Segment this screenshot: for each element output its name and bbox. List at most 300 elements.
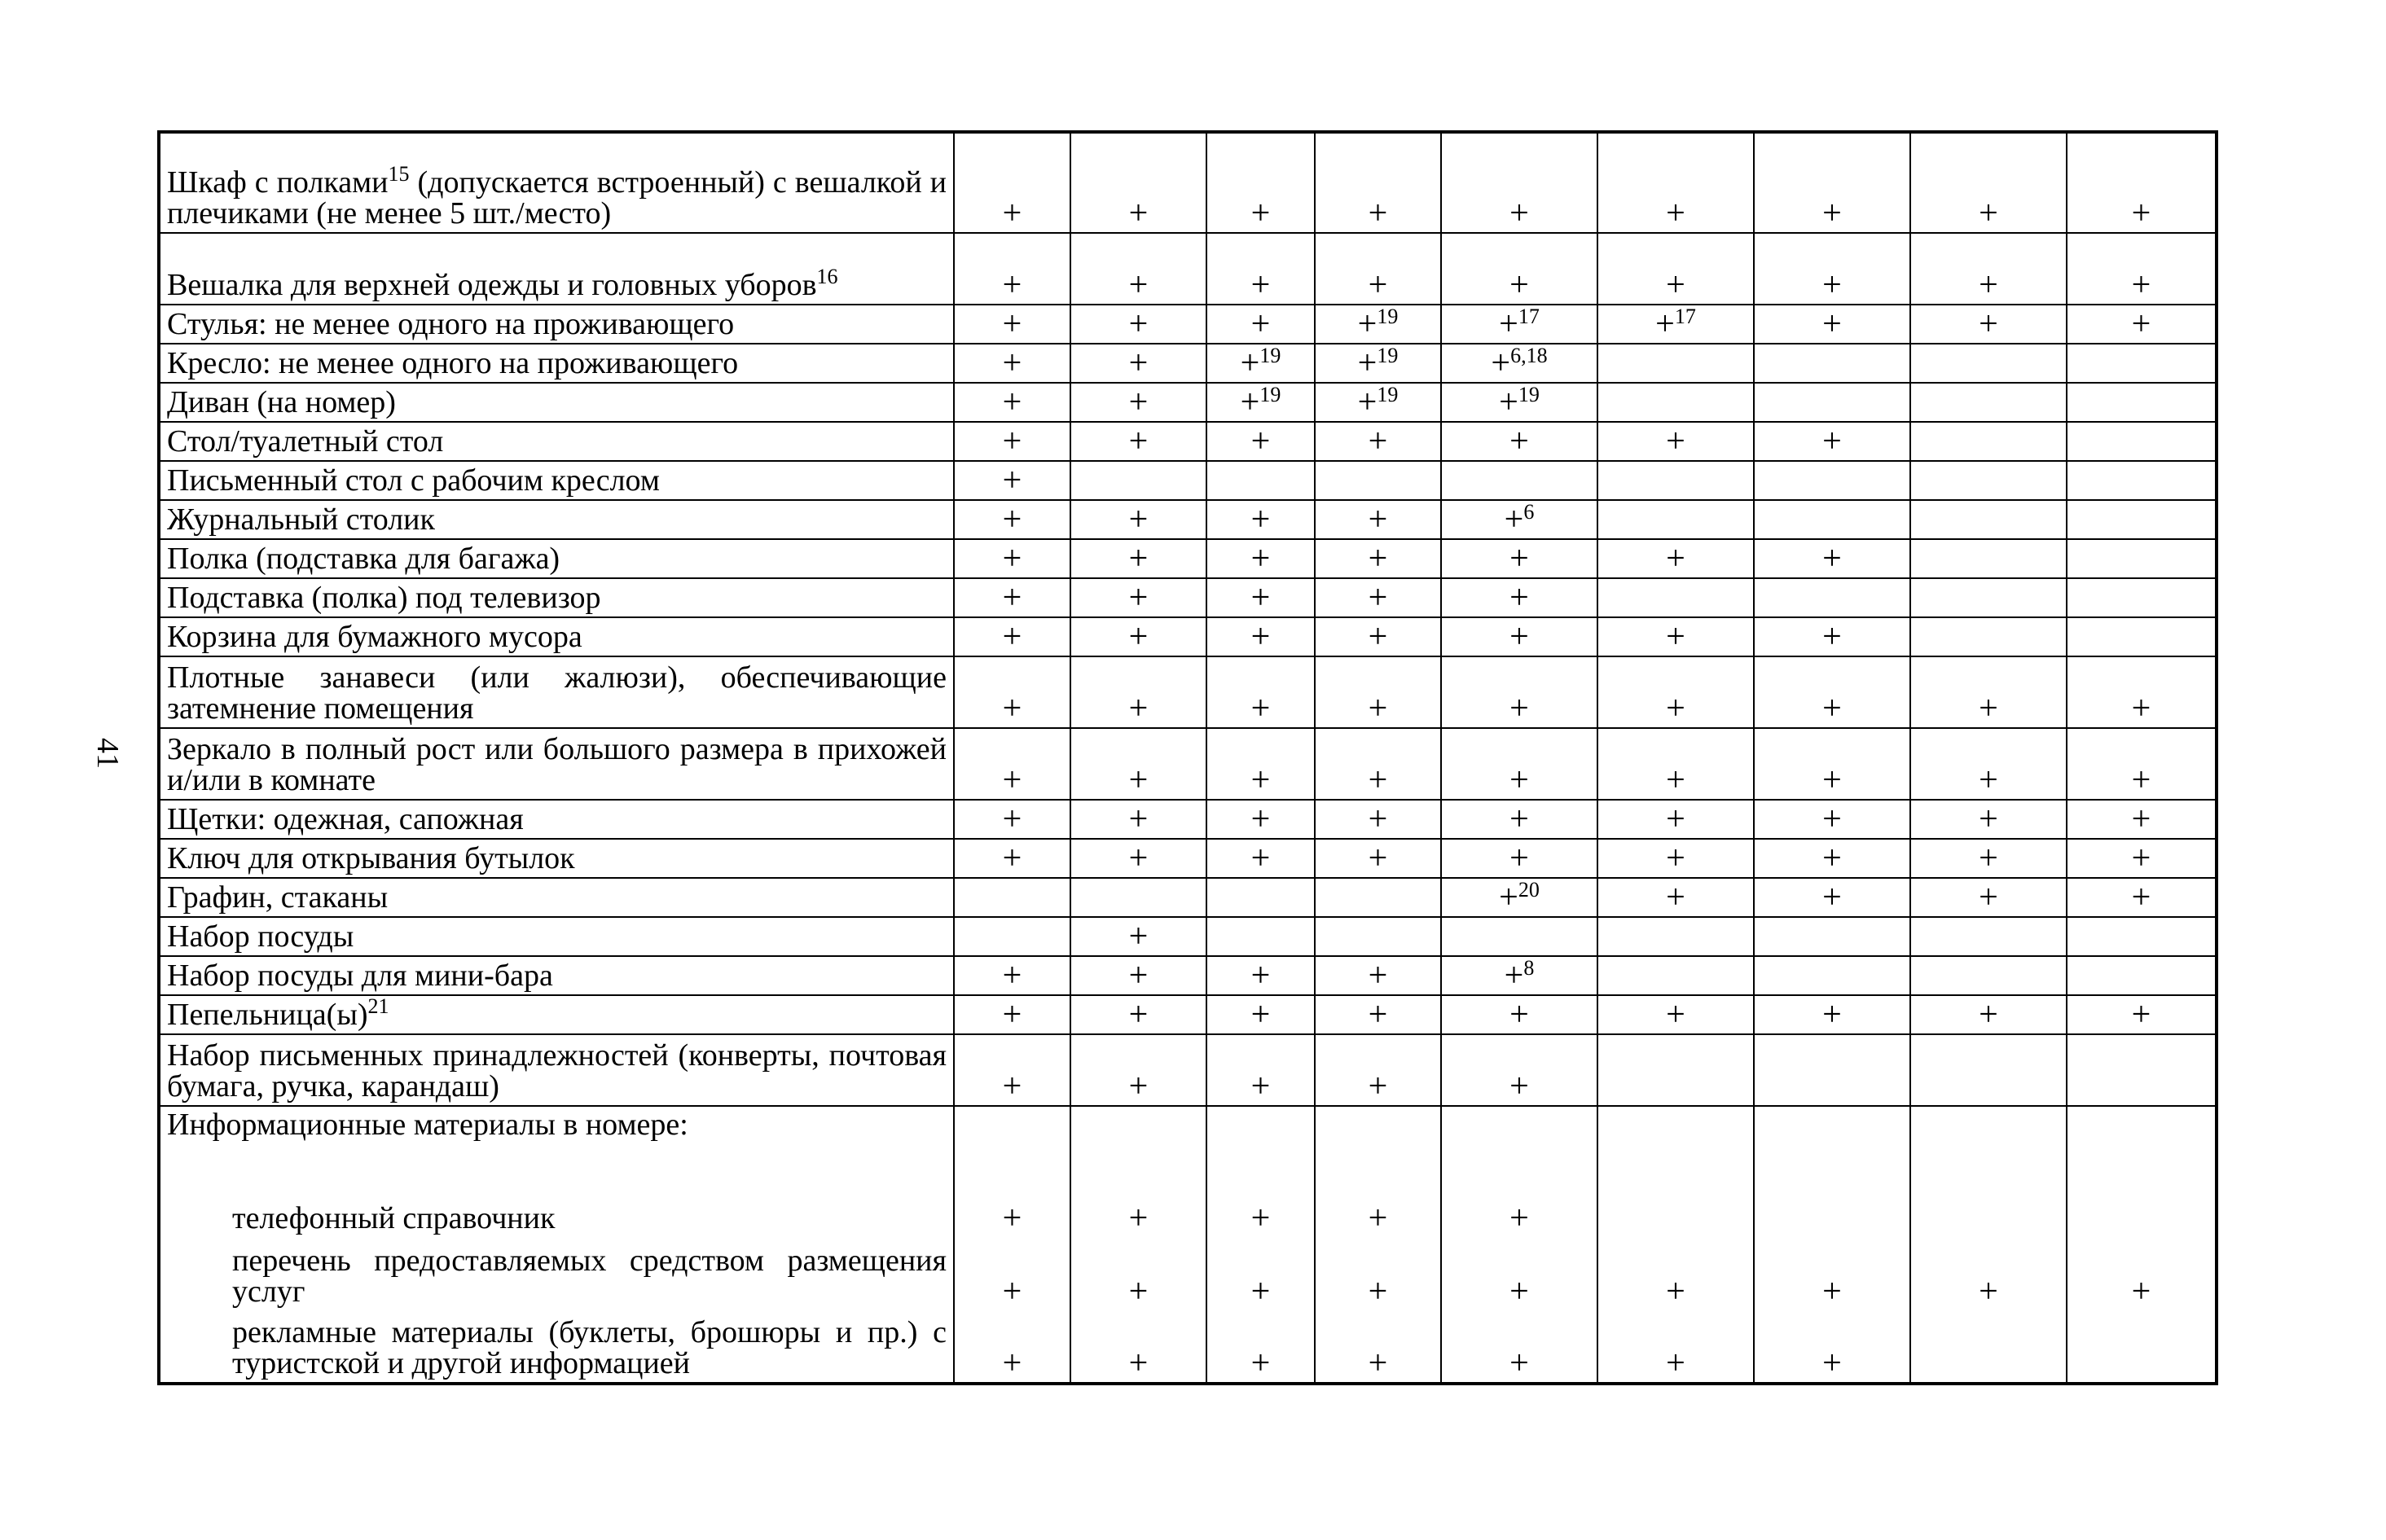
- plus-mark: +: [1509, 840, 1529, 877]
- item-text: Пепельница(ы): [167, 998, 368, 1032]
- mark-cell: [1597, 995, 1754, 1034]
- mark-cell: [1206, 917, 1315, 956]
- plus-mark: +: [1128, 1068, 1149, 1105]
- mark-cell: [1441, 995, 1597, 1034]
- mark-cell: [1206, 305, 1315, 344]
- mark-cell: [1597, 539, 1754, 578]
- mark-cell: [1315, 500, 1441, 539]
- mark-cell: [2067, 500, 2217, 539]
- mark-cell: [954, 617, 1070, 656]
- mark-cell: [1597, 878, 1754, 917]
- mark-cell: [1206, 578, 1315, 617]
- plus-mark: +: [1250, 996, 1271, 1033]
- item-text: Набор письменных принадлежностей (конверты, почтовая бумага, ручка, карандаш): [167, 1038, 947, 1103]
- table-row: [159, 800, 2217, 839]
- mark-cell: [2067, 1034, 2217, 1106]
- plus-mark: +: [1002, 195, 1022, 232]
- mark-cell: [1910, 233, 2067, 305]
- plus-mark: +: [1128, 195, 1149, 232]
- plus-mark: +: [1250, 423, 1271, 460]
- mark-cell: [1070, 656, 1206, 728]
- table-row: [159, 539, 2217, 578]
- item-text: Кресло: не менее одного на проживающего: [167, 346, 739, 380]
- plus-mark: +: [1128, 579, 1149, 616]
- table-row: [159, 344, 2217, 383]
- item-text: Письменный стол с рабочим креслом: [167, 463, 660, 498]
- mark-cell: [1910, 578, 2067, 617]
- plus-mark: +: [1002, 266, 1022, 304]
- mark-cell: [1206, 656, 1315, 728]
- mark-cell: [1910, 617, 2067, 656]
- mark-cell: [1754, 461, 1910, 500]
- plus-mark: +: [1002, 344, 1022, 382]
- plus-mark: +: [1002, 1345, 1022, 1382]
- mark-cell: [1315, 995, 1441, 1034]
- plus-mark: +: [1509, 996, 1529, 1033]
- plus-mark: +: [1002, 1200, 1022, 1237]
- info-subitem-text: рекламные материалы (буклеты, брошюры и пр.) с туристской и другой информацией: [232, 1315, 947, 1380]
- mark-cell: [2067, 461, 2217, 500]
- mark-footnote: 19: [1377, 344, 1399, 367]
- mark-cell: [1597, 422, 1754, 461]
- mark-cell: [1597, 839, 1754, 878]
- mark-cell: [1315, 956, 1441, 995]
- mark-cell: [1070, 728, 1206, 800]
- plus-mark: +: [1002, 996, 1022, 1033]
- info-mark-cell: [2067, 1106, 2217, 1384]
- item-name-cell: [159, 917, 954, 956]
- mark-cell: [1597, 461, 1754, 500]
- plus-mark: +: [1979, 690, 1998, 727]
- mark-cell: [1206, 422, 1315, 461]
- plus-mark: +: [1979, 761, 1998, 799]
- mark-cell: [1441, 422, 1597, 461]
- mark-cell: [954, 461, 1070, 500]
- mark-cell: [1206, 383, 1315, 422]
- mark-cell: [1070, 344, 1206, 383]
- plus-mark: +: [1822, 266, 1842, 304]
- plus-mark: +: [1128, 344, 1149, 382]
- mark-footnote: 19: [1377, 383, 1399, 406]
- mark-cell: [954, 728, 1070, 800]
- mark-cell: [1910, 344, 2067, 383]
- plus-mark: +: [2131, 1273, 2151, 1310]
- plus-mark: +: [1666, 1345, 1685, 1382]
- item-text: Щетки: одежная, сапожная: [167, 802, 524, 836]
- table-row: [159, 132, 2217, 233]
- mark-footnote: 6: [1523, 500, 1535, 524]
- mark-cell: [1315, 578, 1441, 617]
- plus-mark: +: [1368, 1345, 1388, 1382]
- mark-cell: [954, 578, 1070, 617]
- table-row: [159, 617, 2217, 656]
- mark-cell: [954, 839, 1070, 878]
- mark-cell: [1597, 344, 1754, 383]
- item-name-cell: [159, 956, 954, 995]
- info-mark-cell: [1910, 1106, 2067, 1384]
- mark-cell: [1597, 500, 1754, 539]
- mark-cell: [1910, 422, 2067, 461]
- mark-cell: [2067, 728, 2217, 800]
- mark-cell: [1754, 956, 1910, 995]
- mark-cell: [1206, 461, 1315, 500]
- item-text: Набор посуды для мини-бара: [167, 959, 553, 993]
- mark-cell: [954, 132, 1070, 233]
- mark-cell: [954, 917, 1070, 956]
- item-text: Полка (подставка для багажа): [167, 542, 560, 576]
- mark-cell: [1070, 305, 1206, 344]
- plus-mark: +: [1128, 840, 1149, 877]
- plus-mark: [1755, 1156, 1909, 1234]
- mark-cell: [1597, 383, 1754, 422]
- mark-cell: [1315, 233, 1441, 305]
- plus-mark: +: [1250, 690, 1271, 727]
- plus-mark: +: [1979, 879, 1998, 916]
- plus-mark: +: [2131, 195, 2151, 232]
- mark-cell: [1754, 917, 1910, 956]
- plus-mark: +: [1368, 195, 1388, 232]
- item-name-cell: [159, 617, 954, 656]
- mark-cell: [1754, 839, 1910, 878]
- plus-mark: +: [1368, 266, 1388, 304]
- mark-cell: [1070, 1034, 1206, 1106]
- mark-cell: [1441, 800, 1597, 839]
- plus-mark: +: [1509, 195, 1529, 232]
- equipment-table: [157, 130, 2218, 1385]
- mark-footnote: 6,18: [1510, 344, 1548, 367]
- mark-cell: [1597, 578, 1754, 617]
- plus-mark: +: [1002, 801, 1022, 838]
- plus-mark: +: [1822, 195, 1842, 232]
- table-row: [159, 500, 2217, 539]
- mark-cell: [954, 656, 1070, 728]
- mark-cell: [1754, 233, 1910, 305]
- plus-mark: +: [1822, 618, 1842, 656]
- mark-cell: [1597, 656, 1754, 728]
- plus-mark: +: [1368, 840, 1388, 877]
- plus-mark: +: [1822, 996, 1842, 1033]
- info-subitem: [167, 1156, 947, 1234]
- plus-mark: +: [1250, 579, 1271, 616]
- plus-mark: +: [1666, 761, 1685, 799]
- mark-cell: [1597, 800, 1754, 839]
- mark-cell: [1754, 728, 1910, 800]
- table-row: [159, 656, 2217, 728]
- plus-mark: +: [1368, 957, 1388, 994]
- mark-cell: [2067, 917, 2217, 956]
- mark-cell: [1754, 617, 1910, 656]
- plus-mark: +: [1666, 801, 1685, 838]
- mark-cell: [1441, 305, 1597, 344]
- mark-cell: [1754, 878, 1910, 917]
- mark-cell: [954, 233, 1070, 305]
- plus-mark: +: [1655, 305, 1675, 343]
- item-name-cell: [159, 383, 954, 422]
- mark-cell: [1597, 917, 1754, 956]
- item-text: Плотные занавеси (или жалюзи), обеспечивающие затемнение помещения: [167, 660, 947, 726]
- plus-mark: +: [1666, 1273, 1685, 1310]
- mark-cell: [1441, 728, 1597, 800]
- plus-mark: +: [1509, 801, 1529, 838]
- mark-cell: [1754, 578, 1910, 617]
- plus-mark: +: [2131, 305, 2151, 343]
- plus-mark: +: [1979, 1273, 1998, 1310]
- plus-mark: +: [1666, 266, 1685, 304]
- plus-mark: +: [1368, 540, 1388, 577]
- plus-mark: +: [1128, 801, 1149, 838]
- mark-cell: [954, 956, 1070, 995]
- mark-cell: [1315, 344, 1441, 383]
- plus-mark: +: [1509, 1345, 1529, 1382]
- plus-mark: +: [2131, 879, 2151, 916]
- mark-cell: [2067, 383, 2217, 422]
- item-name-cell: [159, 422, 954, 461]
- plus-mark: +: [1002, 840, 1022, 877]
- mark-cell: [1441, 500, 1597, 539]
- table-row: [159, 728, 2217, 800]
- plus-mark: +: [1357, 305, 1378, 343]
- mark-cell: [1910, 728, 2067, 800]
- mark-cell: [1441, 617, 1597, 656]
- item-name-cell: [159, 839, 954, 878]
- mark-cell: [1910, 800, 2067, 839]
- item-name-cell: [159, 132, 954, 233]
- plus-mark: +: [1509, 1273, 1529, 1310]
- item-text: Корзина для бумажного мусора: [167, 620, 582, 654]
- plus-mark: +: [1509, 1200, 1529, 1237]
- mark-cell: [1070, 233, 1206, 305]
- mark-cell: [954, 500, 1070, 539]
- plus-mark: +: [1509, 266, 1529, 304]
- item-name-cell: [159, 461, 954, 500]
- info-cell: [159, 1106, 954, 1384]
- plus-mark: +: [1368, 618, 1388, 656]
- plus-mark: [2067, 1307, 2215, 1379]
- plus-mark: +: [1250, 195, 1271, 232]
- mark-cell: [1070, 917, 1206, 956]
- item-name-cell: [159, 728, 954, 800]
- plus-mark: [1911, 1156, 2066, 1234]
- item-name-cell: [159, 656, 954, 728]
- plus-mark: +: [1368, 423, 1388, 460]
- plus-mark: +: [1368, 1200, 1388, 1237]
- plus-mark: +: [1002, 462, 1022, 499]
- info-title: Информационные материалы в номере:: [167, 1108, 688, 1142]
- mark-cell: [1910, 132, 2067, 233]
- plus-mark: +: [1499, 879, 1518, 916]
- plus-mark: +: [1002, 501, 1022, 538]
- plus-mark: +: [1509, 1068, 1529, 1105]
- plus-mark: +: [1499, 305, 1518, 343]
- mark-cell: [1441, 383, 1597, 422]
- mark-footnote: 19: [1377, 305, 1399, 328]
- mark-cell: [1315, 728, 1441, 800]
- mark-cell: [1206, 839, 1315, 878]
- plus-mark: +: [1368, 1273, 1388, 1310]
- plus-mark: +: [1509, 618, 1529, 656]
- plus-mark: +: [1666, 540, 1685, 577]
- mark-cell: [2067, 344, 2217, 383]
- plus-mark: +: [1822, 1345, 1842, 1382]
- plus-mark: +: [1250, 1273, 1271, 1310]
- mark-cell: [1070, 800, 1206, 839]
- plus-mark: +: [1979, 266, 1998, 304]
- mark-cell: [1597, 132, 1754, 233]
- mark-cell: [1441, 132, 1597, 233]
- mark-cell: [1315, 878, 1441, 917]
- plus-mark: +: [1002, 690, 1022, 727]
- table-row: [159, 383, 2217, 422]
- item-text: Журнальный столик: [167, 502, 435, 537]
- plus-mark: +: [1504, 501, 1524, 538]
- mark-cell: [1070, 617, 1206, 656]
- plus-mark: +: [1128, 1200, 1149, 1237]
- plus-mark: +: [1368, 501, 1388, 538]
- table-row: [159, 233, 2217, 305]
- plus-mark: +: [1979, 801, 1998, 838]
- mark-cell: [1070, 578, 1206, 617]
- item-text: Ключ для открывания бутылок: [167, 841, 575, 875]
- mark-cell: [1070, 383, 1206, 422]
- mark-cell: [1206, 344, 1315, 383]
- info-subitem: [167, 1307, 947, 1379]
- plus-mark: +: [1002, 761, 1022, 799]
- table-row: [159, 578, 2217, 617]
- mark-cell: [1315, 917, 1441, 956]
- plus-mark: +: [1979, 195, 1998, 232]
- mark-cell: [1315, 422, 1441, 461]
- plus-mark: +: [1250, 801, 1271, 838]
- plus-mark: +: [1499, 384, 1518, 421]
- mark-footnote: 20: [1518, 878, 1540, 902]
- mark-cell: [1441, 878, 1597, 917]
- plus-mark: +: [1822, 840, 1842, 877]
- info-mark-cell: [1070, 1106, 1206, 1384]
- mark-footnote: 8: [1523, 956, 1535, 980]
- item-text: Зеркало в полный рост или большого размера в прихожей и/или в комнате: [167, 732, 947, 797]
- info-subitem-text: перечень предоставляемых средством размещения услуг: [232, 1244, 947, 1309]
- item-text: Стол/туалетный стол: [167, 424, 444, 458]
- plus-mark: +: [1250, 618, 1271, 656]
- plus-mark: +: [1822, 540, 1842, 577]
- mark-cell: [1206, 878, 1315, 917]
- plus-mark: +: [1250, 540, 1271, 577]
- mark-cell: [2067, 422, 2217, 461]
- plus-mark: +: [2131, 761, 2151, 799]
- mark-cell: [1441, 956, 1597, 995]
- mark-cell: [2067, 995, 2217, 1034]
- mark-cell: [1910, 305, 2067, 344]
- mark-cell: [1070, 878, 1206, 917]
- mark-cell: [1754, 305, 1910, 344]
- plus-mark: +: [1822, 423, 1842, 460]
- table-row: [159, 1034, 2217, 1106]
- plus-mark: [1598, 1156, 1753, 1234]
- plus-mark: +: [1250, 1200, 1271, 1237]
- plus-mark: +: [1240, 384, 1260, 421]
- mark-cell: [1910, 500, 2067, 539]
- plus-mark: +: [1250, 840, 1271, 877]
- info-mark-cell: [1597, 1106, 1754, 1384]
- item-text: Графин, стаканы: [167, 880, 389, 915]
- plus-mark: +: [1509, 423, 1529, 460]
- plus-mark: +: [1250, 266, 1271, 304]
- plus-mark: +: [1666, 840, 1685, 877]
- mark-cell: [1441, 233, 1597, 305]
- mark-cell: [954, 344, 1070, 383]
- table-row-info: [159, 1106, 2217, 1384]
- mark-cell: [1754, 656, 1910, 728]
- plus-mark: +: [1822, 761, 1842, 799]
- plus-mark: +: [1128, 761, 1149, 799]
- mark-cell: [1315, 383, 1441, 422]
- plus-mark: +: [1666, 195, 1685, 232]
- mark-cell: [1597, 1034, 1754, 1106]
- item-name-cell: [159, 305, 954, 344]
- mark-cell: [1315, 539, 1441, 578]
- plus-mark: +: [1002, 423, 1022, 460]
- mark-cell: [1910, 956, 2067, 995]
- mark-cell: [1206, 539, 1315, 578]
- item-name-cell: [159, 578, 954, 617]
- mark-cell: [2067, 578, 2217, 617]
- plus-mark: +: [1357, 344, 1378, 382]
- mark-cell: [2067, 956, 2217, 995]
- table-row: [159, 305, 2217, 344]
- mark-cell: [1441, 656, 1597, 728]
- table-row: [159, 839, 2217, 878]
- plus-mark: +: [1002, 1068, 1022, 1105]
- mark-cell: [1910, 461, 2067, 500]
- item-text-tail: (допускается встроенный) с вешалкой и плечиками (не менее 5 шт./место): [167, 165, 947, 230]
- info-mark-cell: [1754, 1106, 1910, 1384]
- plus-mark: +: [2131, 996, 2151, 1033]
- plus-mark: +: [1368, 1068, 1388, 1105]
- mark-cell: [1754, 344, 1910, 383]
- mark-cell: [1206, 728, 1315, 800]
- mark-cell: [2067, 800, 2217, 839]
- plus-mark: +: [1979, 996, 1998, 1033]
- item-footnote: 16: [816, 265, 838, 288]
- mark-cell: [1597, 956, 1754, 995]
- mark-cell: [2067, 539, 2217, 578]
- mark-cell: [2067, 656, 2217, 728]
- plus-mark: +: [2131, 801, 2151, 838]
- mark-cell: [1070, 539, 1206, 578]
- item-name-cell: [159, 995, 954, 1034]
- plus-mark: +: [1250, 1068, 1271, 1105]
- mark-cell: [954, 422, 1070, 461]
- plus-mark: +: [1509, 540, 1529, 577]
- plus-mark: +: [1666, 996, 1685, 1033]
- mark-cell: [1910, 917, 2067, 956]
- plus-mark: +: [1128, 996, 1149, 1033]
- mark-cell: [954, 539, 1070, 578]
- mark-cell: [1206, 500, 1315, 539]
- mark-cell: [1441, 344, 1597, 383]
- plus-mark: +: [1504, 957, 1524, 994]
- mark-cell: [1206, 617, 1315, 656]
- plus-mark: +: [1509, 690, 1529, 727]
- table-row: [159, 878, 2217, 917]
- mark-cell: [1315, 305, 1441, 344]
- mark-cell: [1070, 422, 1206, 461]
- mark-cell: [1754, 995, 1910, 1034]
- mark-cell: [1441, 839, 1597, 878]
- plus-mark: +: [1128, 266, 1149, 304]
- mark-cell: [1754, 539, 1910, 578]
- mark-cell: [1070, 461, 1206, 500]
